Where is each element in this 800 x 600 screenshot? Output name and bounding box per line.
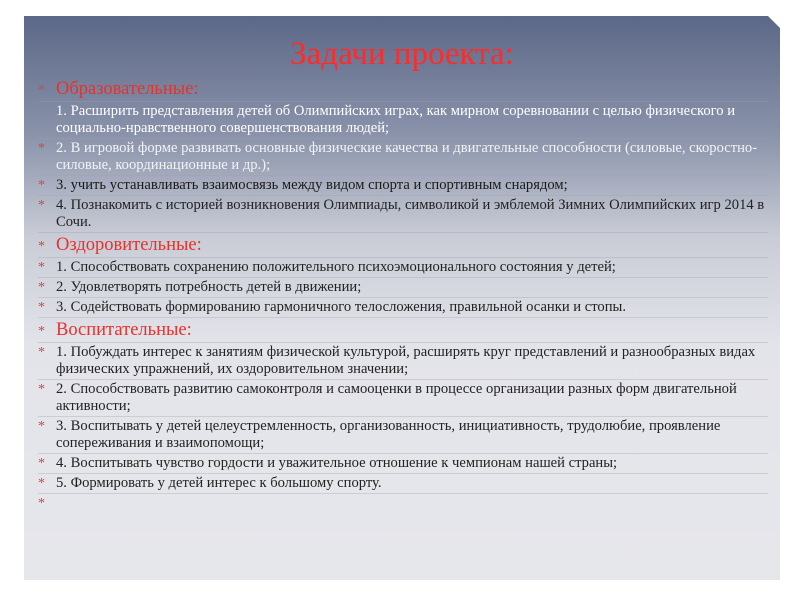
list-item-text: 2. Способствовать развитию самоконтроля и самооценки в процессе организации разных форм двигательной активности;: [56, 381, 737, 414]
section-heading-label: Образовательные:: [56, 79, 199, 99]
bullet-icon: *: [38, 382, 45, 397]
list-item-text: 2. Удовлетворять потребность детей в движении;: [56, 279, 362, 295]
list-item: [38, 279, 768, 298]
section-heading-label: Оздоровительные:: [56, 235, 202, 255]
slide-title: Задачи проекта:: [290, 36, 514, 72]
bullet-icon: *: [38, 324, 45, 339]
list-item: [38, 455, 768, 474]
bullet-icon: *: [38, 300, 45, 315]
task-list: [38, 78, 768, 513]
bullet-icon: *: [38, 141, 45, 156]
list-item-text: 3. Содействовать формированию гармоничного телосложения, правильной осанки и стопы.: [56, 299, 626, 315]
list-item: [38, 177, 768, 196]
bullet-icon: *: [38, 260, 45, 275]
list-item: [38, 299, 768, 318]
slide: [24, 16, 780, 580]
list-item-text: 1. Способствовать сохранению положительного психоэмоционального состояния у детей;: [56, 259, 616, 275]
list-item-text: 4. Воспитывать чувство гордости и уважительное отношение к чемпионам нашей страны;: [56, 455, 618, 471]
list-item-text: 3. Воспитывать у детей целеустремленность, организованность, инициативность, трудолюбие, проявление сопереживания и взаимопомощи;: [56, 418, 721, 451]
section-heading-health: [38, 234, 768, 258]
list-item-text: 3. учить устанавливать взаимосвязь между видом спорта и спортивным снарядом;: [56, 177, 568, 193]
list-item: [38, 259, 768, 278]
bullet-icon: *: [38, 178, 45, 193]
list-item: [38, 381, 768, 417]
section-heading-label: Воспитательные:: [56, 320, 192, 340]
list-item-text: 2. В игровой форме развивать основные физические качества и двигательные способности (силовые, скоростно-силовые, координационные и др.);: [56, 140, 758, 173]
bullet-icon: *: [38, 345, 45, 360]
list-item: [38, 475, 768, 494]
list-item: [38, 140, 768, 176]
list-item: [38, 418, 768, 454]
list-item: [38, 103, 768, 139]
bullet-icon: *: [38, 419, 45, 434]
section-heading-upbringing: [38, 319, 768, 343]
list-item-text: 5. Формировать у детей интерес к большому спорту.: [56, 475, 382, 491]
bullet-icon: *: [38, 280, 45, 295]
page-corner-fold: [768, 16, 780, 28]
bullet-icon: *: [38, 456, 45, 471]
empty-list-item: [38, 495, 768, 512]
bullet-icon: *: [38, 239, 45, 254]
list-item-text: 1. Побуждать интерес к занятиям физической культурой, расширять круг представлений и разнообразных видах физических упражнений, их оздоровительном значении;: [56, 344, 756, 377]
bullet-icon: *: [38, 198, 45, 213]
list-item: [38, 197, 768, 233]
bullet-icon: *: [38, 476, 45, 491]
section-heading-educational: [38, 78, 768, 102]
bullet-icon: *: [38, 496, 45, 511]
list-item-text: 1. Расширить представления детей об Олимпийских играх, как мирном соревновании с целью физического и социально-нравственного совершенствования людей;: [56, 103, 736, 136]
bullet-icon: *: [38, 83, 45, 98]
list-item: [38, 344, 768, 380]
list-item-text: 4. Познакомить с историей возникновения Олимпиады, символикой и эмблемой Зимних Олимпийских игр 2014 в Сочи.: [56, 197, 765, 230]
